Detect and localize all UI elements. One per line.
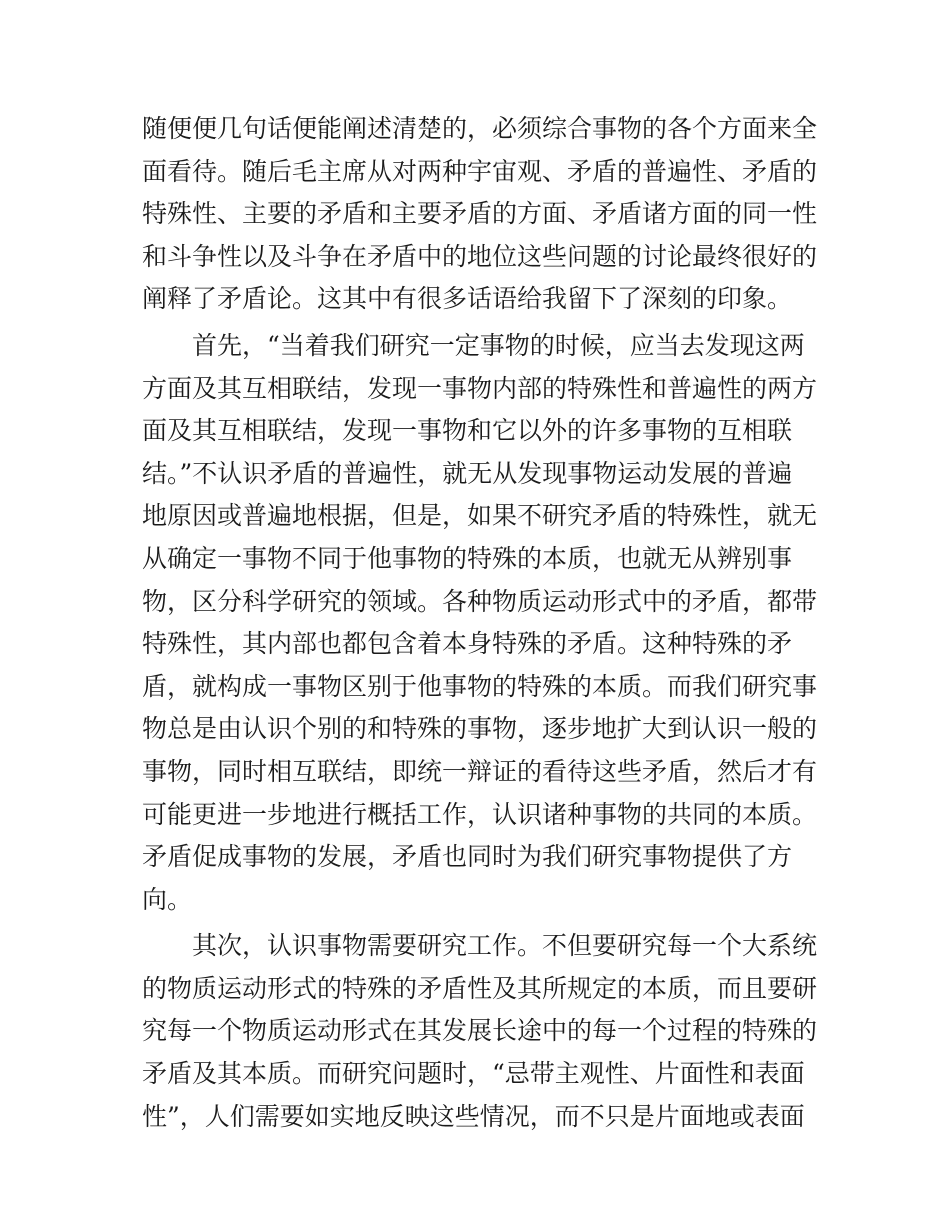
text-line: 盾，就构成一事物区别于他事物的特殊的本质。而我们研究事 xyxy=(142,671,818,701)
text-line: 可能更进一步地进行概括工作，认识诸种事物的共同的本质。 xyxy=(142,799,818,829)
text-line: 结。”不认识矛盾的普遍性，就无从发现事物运动发展的普遍 xyxy=(142,458,793,488)
text-line: 首先，“当着我们研究一定事物的时候，应当去发现这两 xyxy=(192,330,805,360)
text-line: 其次，认识事物需要研究工作。不但要研究每一个大系统 xyxy=(192,931,818,961)
paragraph-1 xyxy=(142,108,818,321)
text-line: 特殊性，其内部也都包含着本身特殊的矛盾。这种特殊的矛 xyxy=(142,629,793,659)
text-line: 特殊性、主要的矛盾和主要矛盾的方面、矛盾诸方面的同一性 xyxy=(142,199,818,229)
text-line: 和斗争性以及斗争在矛盾中的地位这些问题的讨论最终很好的 xyxy=(142,241,818,271)
text-line: 性”，人们需要如实地反映这些情况，而不只是片面地或表面 xyxy=(142,1101,805,1131)
paragraph-3 xyxy=(142,925,818,1138)
text-line: 随便便几句话便能阐述清楚的，必须综合事物的各个方面来全 xyxy=(142,114,818,143)
paragraph-2 xyxy=(142,325,818,921)
text-line: 的物质运动形式的特殊的矛盾性及其所规定的本质，而且要研 xyxy=(142,973,818,1003)
text-line: 物，区分科学研究的领域。各种物质运动形式中的矛盾，都带 xyxy=(142,586,818,616)
text-line: 究每一个物质运动形式在其发展长途中的每一个过程的特殊的 xyxy=(142,1016,818,1046)
text-line: 矛盾促成事物的发展，矛盾也同时为我们研究事物提供了方 xyxy=(142,842,793,872)
text-line: 阐释了矛盾论。这其中有很多话语给我留下了深刻的印象。 xyxy=(142,284,793,314)
text-line: 物总是由认识个别的和特殊的事物，逐步地扩大到认识一般的 xyxy=(142,714,818,744)
text-line: 地原因或普遍地根据，但是，如果不研究矛盾的特殊性，就无 xyxy=(142,501,818,531)
text-line: 面及其互相联结，发现一事物和它以外的许多事物的互相联 xyxy=(142,416,793,446)
body-text xyxy=(142,108,818,1138)
text-line: 方面及其互相联结，发现一事物内部的特殊性和普遍性的两方 xyxy=(142,373,818,403)
text-line: 向。 xyxy=(142,884,193,914)
text-line: 事物，同时相互联结，即统一辩证的看待这些矛盾，然后才有 xyxy=(142,756,818,786)
text-line: 面看待。随后毛主席从对两种宇宙观、矛盾的普遍性、矛盾的 xyxy=(142,156,818,186)
text-line: 矛盾及其本质。而研究问题时，“忌带主观性、片面性和表面 xyxy=(142,1059,805,1089)
text-line: 从确定一事物不同于他事物的特殊的本质，也就无从辨别事 xyxy=(142,543,793,573)
